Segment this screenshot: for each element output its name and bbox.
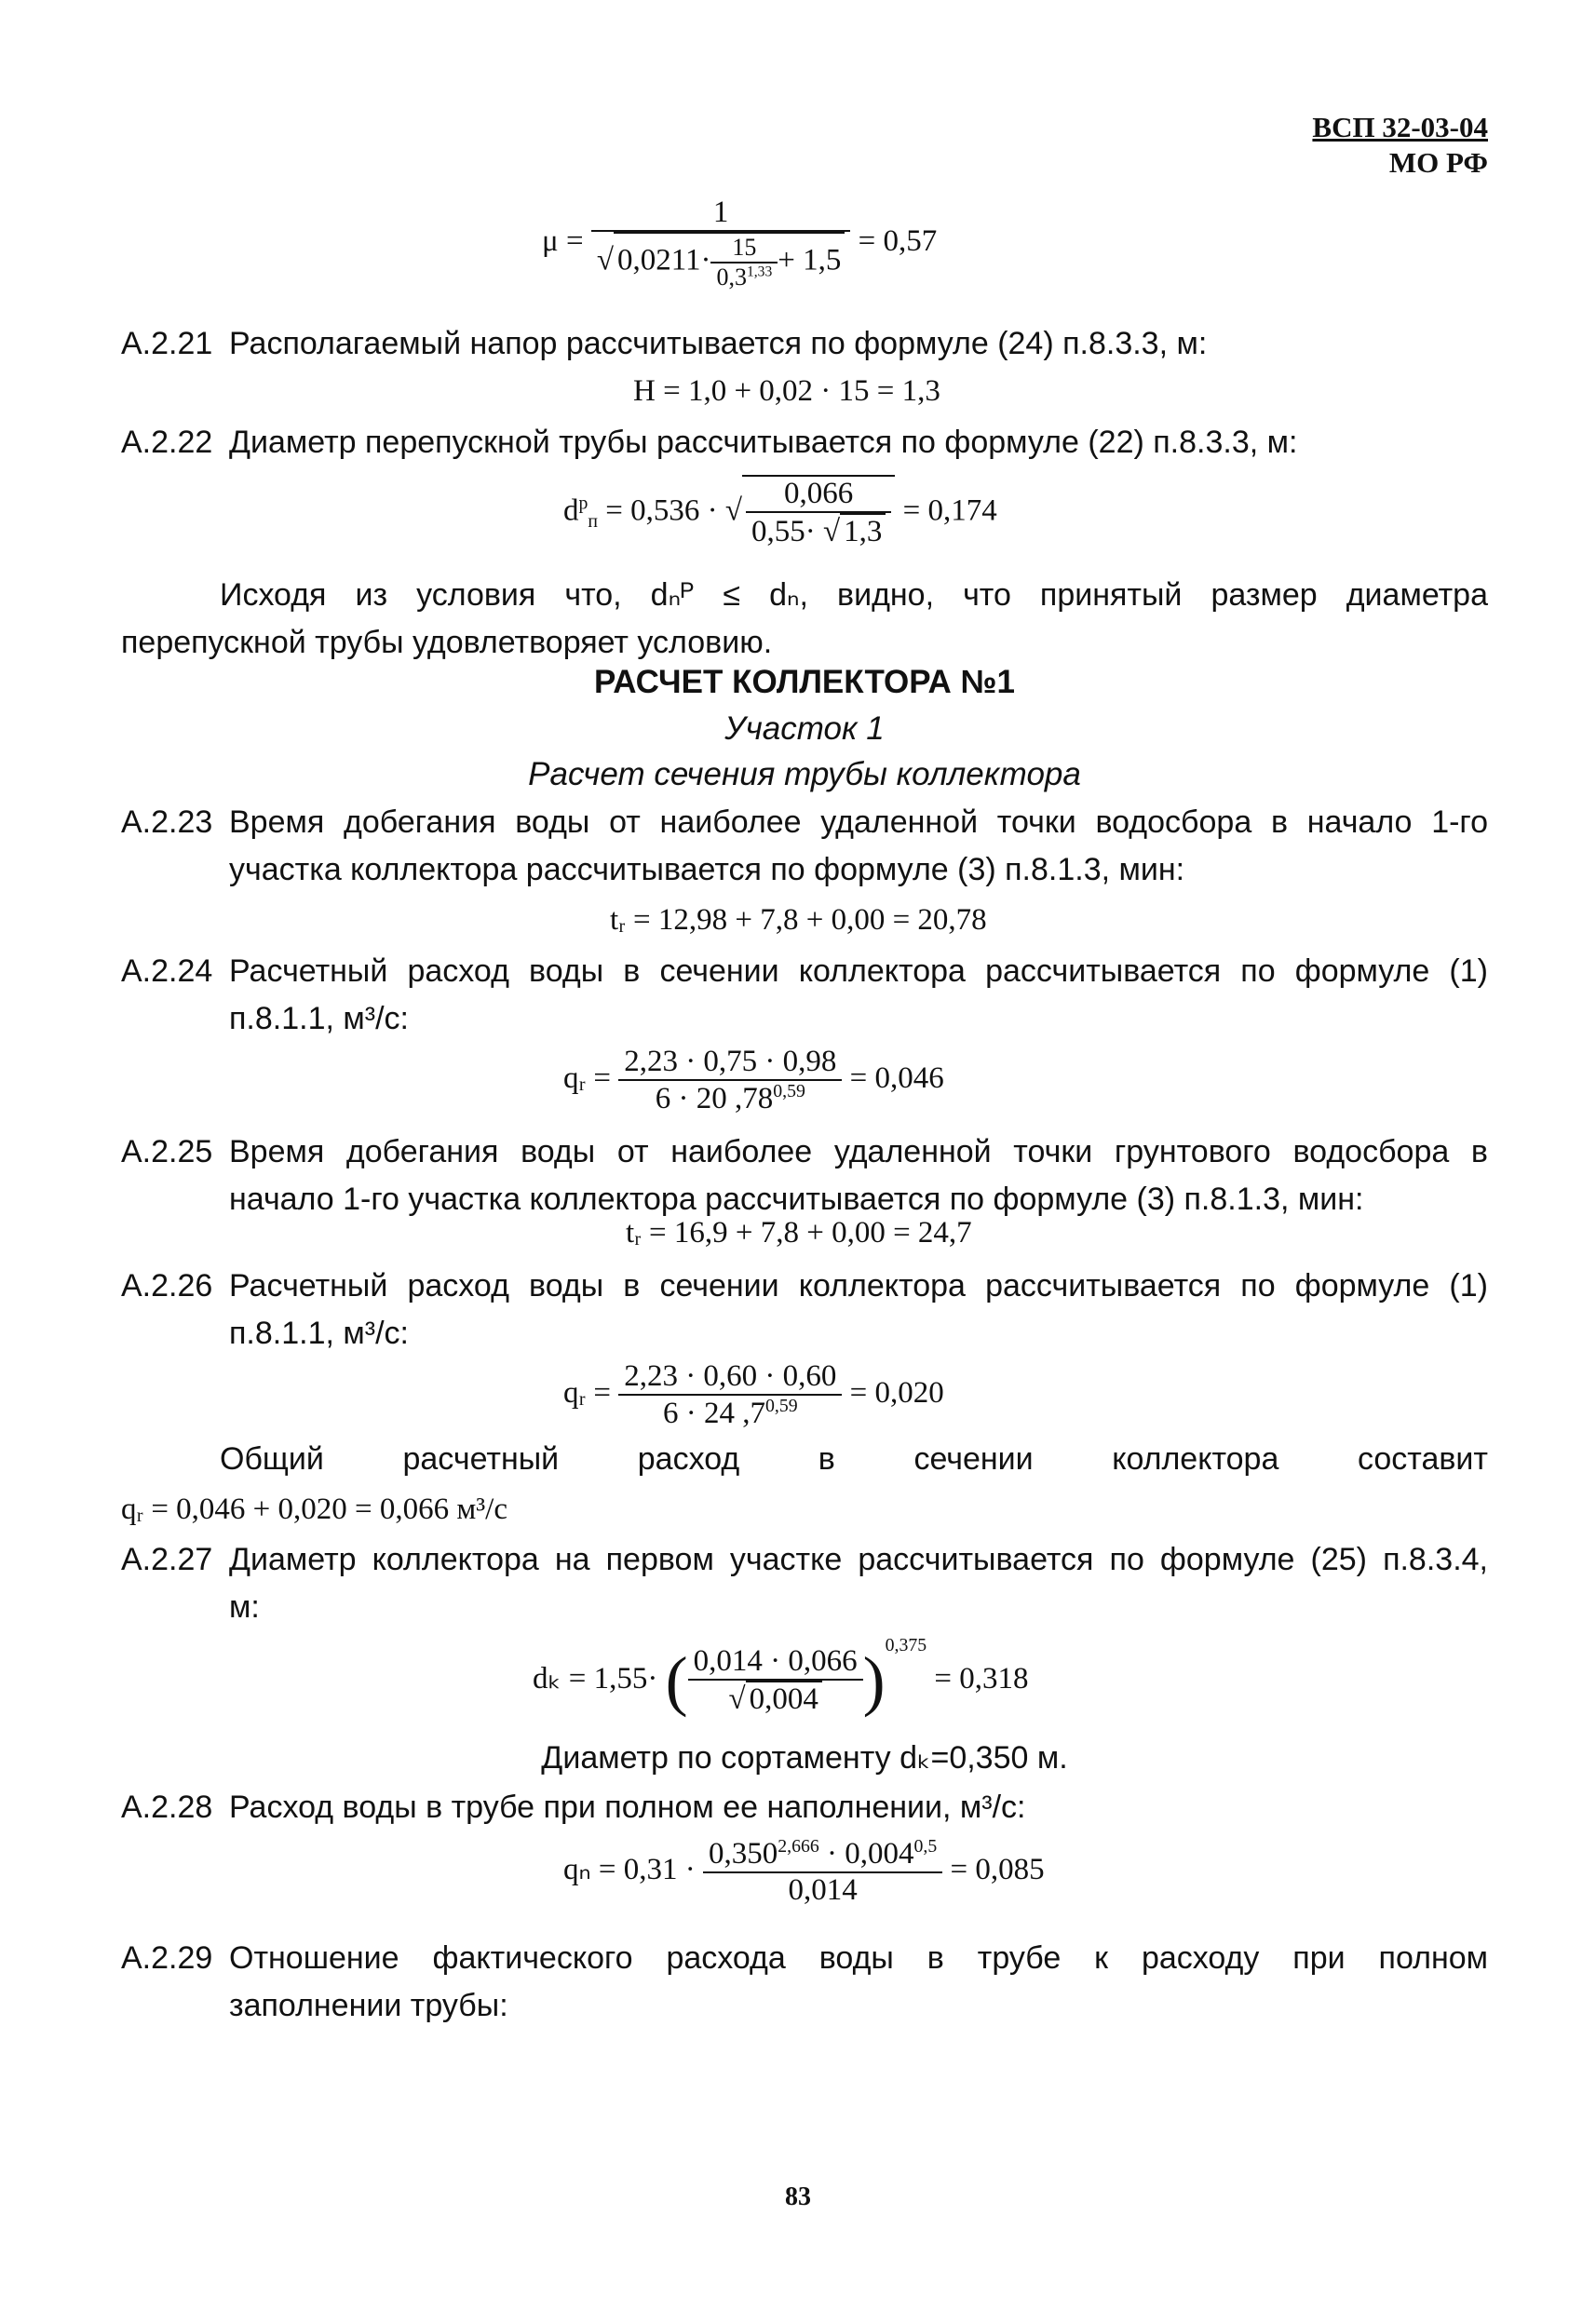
total-line-2: qᵣ = 0,046 + 0,020 = 0,066 м³/с — [121, 1493, 507, 1526]
item-a2-26: А.2.26 Расчетный расход воды в сечении коллектора рассчитывается по формуле (1) п.8.1.1, м³/с: — [121, 1268, 1488, 1351]
subsubsection-title: Расчет сечения трубы коллектора — [528, 756, 1081, 792]
formula-mu: μ = 1 √ 0,0211· $\frac{15}{0,3^{1,33}}$ + 1,5 = 0,57 — [542, 196, 938, 290]
item-a2-29: А.2.29 Отношение фактического расхода воды в трубе к расходу при полном заполнении трубы: — [121, 1940, 1488, 2023]
section-title: РАСЧЕТ КОЛЛЕКТОРА №1 — [593, 664, 1015, 700]
formula-tr-2: tᵣ = 16,9 + 7,8 + 0,00 = 24,7 — [626, 1216, 972, 1250]
dk-note: Диаметр по сортаменту dₖ=0,350 м. — [541, 1740, 1068, 1776]
organization: МО РФ — [1388, 146, 1488, 179]
formula-qn: qₙ = 0,31 · $\frac{0,350^{2,666} \cdot 0,004^{0,5}}{0,014}$ = 0,085 — [563, 1836, 1045, 1907]
item-a2-22: А.2.22 Диаметр перепускной трубы рассчитывается по формуле (22) п.8.3.3, м: — [121, 425, 1298, 460]
item-a2-28: А.2.28 Расход воды в трубе при полном ее наполнении, м³/с: — [121, 1790, 1026, 1825]
item-a2-25: А.2.25 Время добегания воды от наиболее удаленной точки грунтового водосбора в начало 1-го участка коллектора рассчитывается по формуле (3) п.8.1.3, мин: — [121, 1134, 1488, 1217]
formula-qr-2: qᵣ = $\frac{2,23 \cdot 0,60 \cdot 0,60}{6 \cdot 24 ,7^{0,59}}$ = 0,020 — [563, 1359, 944, 1430]
item-a2-27: А.2.27 Диаметр коллектора на первом участке рассчитывается по формуле (25) п.8.3.4, м: — [121, 1542, 1488, 1625]
item-a2-24: А.2.24 Расчетный расход воды в сечении коллектора рассчитывается по формуле (1) п.8.1.1, м³/с: — [121, 953, 1488, 1036]
formula-dk: dₖ = 1,55· ( $\frac{0,014 \cdot 0,066}{√ 0,004}$ )$^{0,375}$ = 0,318 — [533, 1635, 1029, 1718]
subsection-title: Участок 1 — [724, 710, 885, 747]
item-a2-23: А.2.23 Время добегания воды от наиболее удаленной точки водосбора в начало 1-го участка коллектора рассчитывается по формуле (3) п.8.1.3, мин: — [121, 804, 1488, 887]
document-code: ВСП 32-03-04 — [1312, 111, 1488, 143]
page-number: 83 — [785, 2182, 811, 2211]
formula-qr-1: qᵣ = $\frac{2,23 \cdot 0,75 \cdot 0,98}{6 \cdot 20 ,78^{0,59}}$ = 0,046 — [563, 1045, 944, 1115]
page-header — [1312, 110, 1488, 181]
condition-line-2: перепускной трубы удовлетворяет условию. — [121, 625, 773, 660]
total-line-1: Общий расчетный расход в сечении коллектора составит — [220, 1441, 1488, 1477]
formula-h: H = 1,0 + 0,02 · 15 = 1,3 — [633, 374, 940, 408]
formula-dn: $d^p_п = 0,536$ · √ $\frac{0,066}{0,55\cdot √ 1,3}$ = 0,174 — [563, 477, 997, 548]
condition-line-1: Исходя из условия что, dₙᴾ ≤ dₙ, видно, что принятый размер диаметра — [220, 577, 1488, 613]
formula-tr-1: tᵣ = 12,98 + 7,8 + 0,00 = 20,78 — [610, 903, 987, 937]
item-a2-21: А.2.21 Располагаемый напор рассчитывается по формуле (24) п.8.3.3, м: — [121, 326, 1208, 361]
